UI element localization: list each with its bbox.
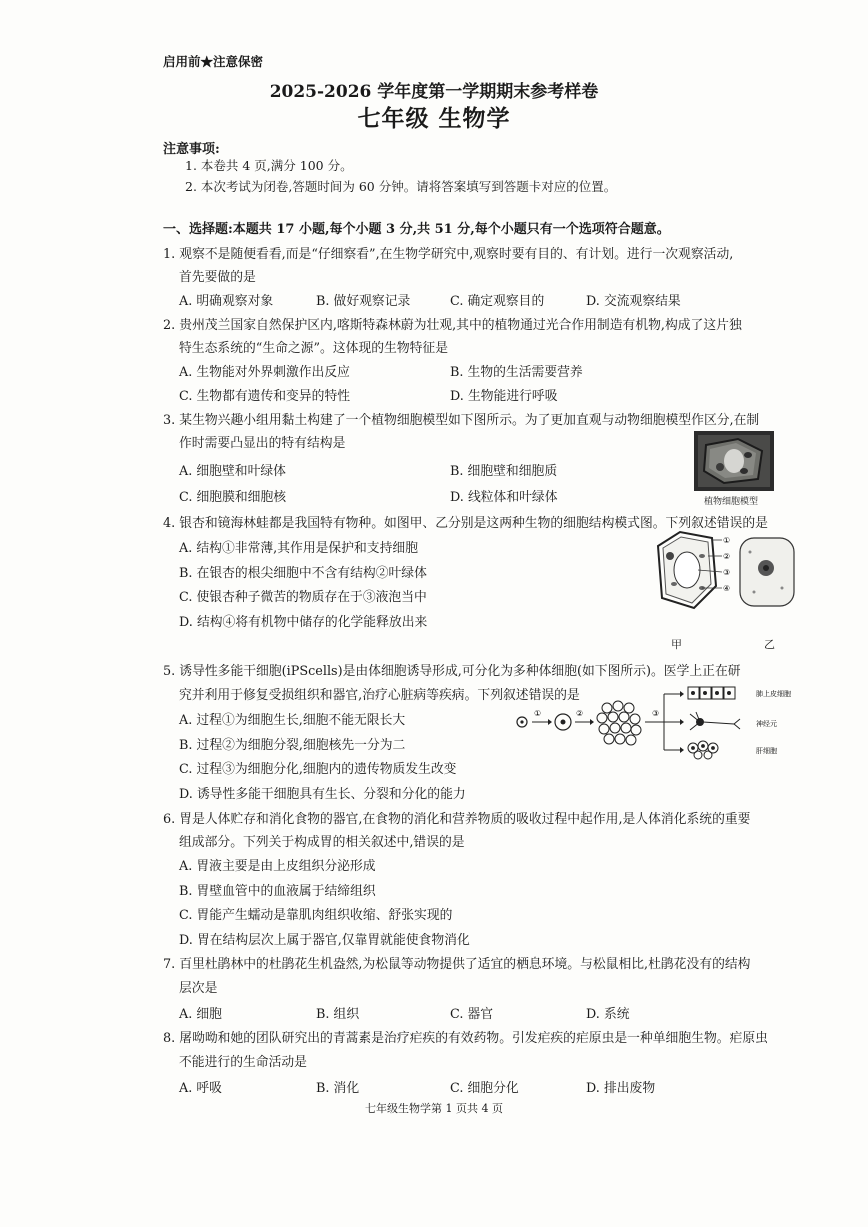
question-7-option-c: C. 器官 [450,1007,494,1022]
question-3-option-c: C. 细胞膜和细胞核 [179,490,287,505]
notice-item: 1. 本卷共 4 页,满分 100 分。 [185,158,353,173]
structure-mark-1: ① [723,536,731,545]
question-4-option-d: D. 结构④将有机物中储存的化学能释放出来 [179,615,428,630]
structure-mark-2: ② [723,552,731,561]
cell-type-label-lung: 肺上皮细胞 [756,690,791,698]
question-7-option-b: B. 组织 [316,1007,360,1022]
stem-cell-cluster [597,701,641,745]
exam-title: 2025-2026 学年度第一学期期末参考样卷 [269,82,599,102]
question-1-option-b: B. 做好观察记录 [316,294,411,309]
question-5-option-d: D. 诱导性多能干细胞具有生长、分裂和分化的能力 [179,787,466,802]
question-2-option-d: D. 生物能进行呼吸 [450,389,558,404]
question-6-option-a: A. 胃液主要是由上皮组织分泌形成 [179,859,376,874]
page-footer: 七年级生物学第 1 页共 4 页 [365,1102,503,1115]
question-2-option-a: A. 生物能对外界刺激作出反应 [179,365,350,380]
question-3-stem: 3. 某生物兴趣小组用黏土构建了一个植物细胞模型如下图所示。为了更加直观与动物细胞模型作区分,在制 [163,413,760,428]
structure-mark-3: ③ [723,568,731,577]
question-2-stem-cont: 特生态系统的“生命之源”。这体现的生物特征是 [179,341,449,356]
plant-cell-model-photo [694,431,774,491]
question-4-option-b: B. 在银杏的根尖细胞中不含有结构②叶绿体 [179,566,427,581]
question-3-stem-cont: 作时需要凸显出的特有结构是 [179,436,346,451]
question-2-option-b: B. 生物的生活需要营养 [450,365,583,380]
question-1-option-d: D. 交流观察结果 [586,294,681,309]
question-7-stem-cont: 层次是 [179,981,218,996]
question-6-option-b: B. 胃壁血管中的血液属于结缔组织 [179,884,376,899]
question-5-stem-cont: 究并利用于修复受损组织和器官,治疗心脏病等疾病。下列叙述错误的是 [179,688,580,703]
question-3-option-b: B. 细胞壁和细胞质 [450,464,558,479]
cell-type-label-neuron: 神经元 [756,720,777,728]
notice-heading: 注意事项: [163,142,220,157]
question-6-option-d: D. 胃在结构层次上属于器官,仅靠胃就能使食物消化 [179,933,470,948]
question-8-stem: 8. 屠呦呦和她的团队研究出的青蒿素是治疗疟疾的有效药物。引发疟疾的疟原虫是一种单细胞生物。疟原虫 [163,1031,768,1046]
ips-cell-process-diagram [512,682,802,778]
question-5-stem: 5. 诱导性多能干细胞(iPScells)是由体细胞诱导形成,可分化为多种体细胞(如下图所示)。医学上正在研 [163,664,741,679]
question-3-option-d: D. 线粒体和叶绿体 [450,490,558,505]
cell-label-jia: 甲 [671,638,682,651]
question-7-stem: 7. 百里杜鹃林中的杜鹃花生机盎然,为松鼠等动物提供了适宜的栖息环境。与松鼠相比,杜鹃花没有的结构 [163,957,751,972]
question-8-option-c: C. 细胞分化 [450,1081,519,1096]
question-4-option-a: A. 结构①非常薄,其作用是保护和支持细胞 [179,541,418,556]
question-8-option-a: A. 呼吸 [179,1081,222,1096]
question-5-option-a: A. 过程①为细胞生长,细胞不能无限长大 [179,713,406,728]
section-heading: 一、选择题:本题共 17 小题,每个小题 3 分,共 51 分,每个小题只有一个选项符合题意。 [163,222,670,237]
question-8-option-b: B. 消化 [316,1081,360,1096]
exam-subject: 七年级 生物学 [357,105,511,132]
cell-type-label-liver: 肝细胞 [756,747,777,755]
question-5-option-c: C. 过程③为细胞分化,细胞内的遗传物质发生改变 [179,762,457,777]
question-8-option-d: D. 排出废物 [586,1081,656,1096]
question-8-stem-cont: 不能进行的生命活动是 [179,1055,307,1070]
question-7-option-d: D. 系统 [586,1007,630,1022]
notice-item: 2. 本次考试为闭卷,答题时间为 60 分钟。请将答案填写到答题卡对应的位置。 [185,179,617,194]
question-2-stem: 2. 贵州茂兰国家自然保护区内,喀斯特森林蔚为壮观,其中的植物通过光合作用制造有机物,构成了这片独 [163,318,742,333]
lung-epithelial-cells-icon [688,687,735,699]
question-3-option-a: A. 细胞壁和叶绿体 [179,464,286,479]
question-1-stem-cont: 首先要做的是 [179,270,256,285]
question-1-stem: 1. 观察不是随便看看,而是“仔细察看”,在生物学研究中,观察时要有目的、有计划。进行一次观察活动, [163,247,734,262]
question-2-option-c: C. 生物都有遗传和变异的特性 [179,389,351,404]
question-4-option-c: C. 使银杏种子微苦的物质存在于③液泡当中 [179,590,427,605]
question-1-option-c: C. 确定观察目的 [450,294,545,309]
process-mark-1: ① [534,709,542,718]
question-7-option-a: A. 细胞 [179,1007,222,1022]
question-6-stem: 6. 胃是人体贮存和消化食物的器官,在食物的消化和营养物质的吸收过程中起作用,是人体消化系统的重要 [163,812,751,827]
structure-mark-4: ④ [723,584,731,593]
process-mark-3: ③ [652,709,660,718]
question-5-option-b: B. 过程②为细胞分裂,细胞核先一分为二 [179,738,406,753]
neuron-icon [690,712,740,730]
question-4-stem: 4. 银杏和镜海林蛙都是我国特有物种。如图甲、乙分别是这两种生物的细胞结构模式图。下列叙述错误的是 [163,516,768,531]
liver-cells-icon [688,741,718,759]
plant-cell-model-caption: 植物细胞模型 [704,497,759,507]
cell-label-yi: 乙 [764,638,775,651]
plant-cell-diagram [658,532,722,608]
question-6-option-c: C. 胃能产生蠕动是靠肌肉组织收缩、舒张实现的 [179,908,453,923]
question-1-option-a: A. 明确观察对象 [179,294,274,309]
cell-structure-diagram [650,526,800,622]
confidential-notice: 启用前★注意保密 [163,54,264,69]
question-6-stem-cont: 组成部分。下列关于构成胃的相关叙述中,错误的是 [179,835,465,850]
process-mark-2: ② [576,709,584,718]
animal-cell-diagram [740,538,794,606]
